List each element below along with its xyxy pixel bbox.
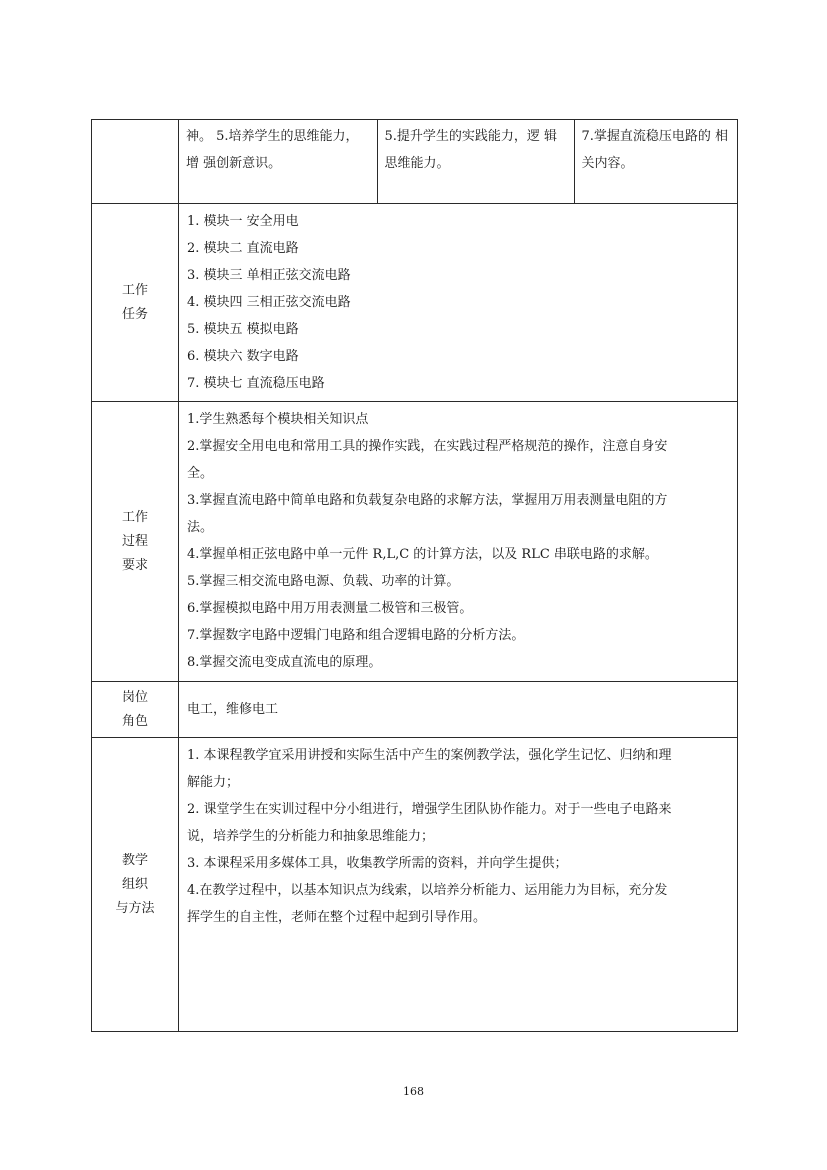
method-line: 3. 本课程采用多媒体工具，收集教学所需的资料，并向学生提供；: [187, 856, 568, 871]
requirement-line: 1.学生熟悉每个模块相关知识点: [187, 412, 369, 427]
work-tasks-label: 工作 任务: [92, 204, 179, 402]
requirement-line: 7.掌握数字电路中逻辑门电路和组合逻辑电路的分析方法。: [187, 628, 525, 643]
requirement-line: 5.掌握三相交流电路电源、负载、功率的计算。: [187, 574, 460, 589]
objectives-continuation-row: [92, 120, 738, 204]
method-line: 1. 本课程教学宜采用讲授和实际生活中产生的案例教学法，强化学生记忆、归纳和理: [187, 748, 672, 763]
job-role-text: 电工，维修电工: [187, 702, 279, 717]
objectives-cell: [179, 120, 738, 204]
requirement-line: 3.掌握直流电路中简单电路和负载复杂电路的求解方法，掌握用万用表测量电阻的方: [187, 493, 668, 508]
method-line: 解能力；: [187, 775, 240, 790]
knowledge-objective-line: 相关内容。: [581, 129, 729, 171]
ability-objectives-cell: [377, 120, 574, 203]
method-line: 4.在教学过程中，以基本知识点为线索，以培养分析能力、运用能力为目标，充分发: [187, 883, 668, 898]
teaching-methods-label: 教学 组织 与方法: [92, 738, 179, 1032]
quality-objective-line: 5.培养学生的思维能力，增: [186, 129, 359, 171]
requirement-line: 法。: [187, 520, 214, 535]
objectives-subtable: [179, 120, 738, 203]
task-item: 2. 模块二 直流电路: [187, 241, 299, 256]
method-line: 挥学生的自主性，老师在整个过程中起到引导作用。: [187, 910, 487, 925]
ability-objective-line: 5.提升学生的实践能力，逻: [384, 129, 540, 144]
quality-objective-line: 强创新意识。: [203, 156, 282, 171]
teaching-methods-row: [92, 738, 738, 1032]
process-requirements-content: [179, 402, 738, 682]
method-line: 说，培养学生的分析能力和抽象思维能力；: [187, 829, 435, 844]
process-requirements-row: [92, 402, 738, 682]
quality-objectives-cell: [179, 120, 377, 203]
task-item: 7. 模块七 直流稳压电路: [187, 376, 325, 391]
knowledge-objectives-cell: [574, 120, 738, 203]
quality-objective-line: 神。: [186, 129, 213, 144]
job-role-row: [92, 682, 738, 738]
task-item: 1. 模块一 安全用电: [187, 214, 299, 229]
requirement-line: 4.掌握单相正弦电路中单一元件 R,L,C 的计算方法，以及 RLC 串联电路的求解。: [187, 547, 658, 562]
course-table: [91, 119, 738, 1032]
method-line: 2. 课堂学生在实训过程中分小组进行，增强学生团队协作能力。对于一些电子电路来: [187, 802, 672, 817]
task-item: 5. 模块五 模拟电路: [187, 322, 299, 337]
empty-label-cell: [92, 120, 179, 204]
work-tasks-content: [179, 204, 738, 402]
task-item: 6. 模块六 数字电路: [187, 349, 299, 364]
requirement-line: 6.掌握模拟电路中用万用表测量二极管和三极管。: [187, 601, 473, 616]
task-item: 3. 模块三 单相正弦交流电路: [187, 268, 351, 283]
teaching-methods-content: [179, 738, 738, 1032]
process-requirements-label: 工作 过程 要求: [92, 402, 179, 682]
work-tasks-row: [92, 204, 738, 402]
page-number: 168: [403, 1085, 424, 1098]
requirement-line: 8.掌握交流电变成直流电的原理。: [187, 655, 382, 670]
ability-objective-line: 辑思维能力。: [384, 129, 558, 171]
requirement-line: 全。: [187, 466, 214, 481]
job-role-label: 岗位 角色: [92, 682, 179, 738]
job-role-content: [179, 682, 738, 738]
knowledge-objective-line: 7.掌握直流稳压电路的: [581, 129, 711, 144]
requirement-line: 2.掌握安全用电电和常用工具的操作实践，在实践过程严格规范的操作，注意自身安: [187, 439, 668, 454]
task-item: 4. 模块四 三相正弦交流电路: [187, 295, 351, 310]
